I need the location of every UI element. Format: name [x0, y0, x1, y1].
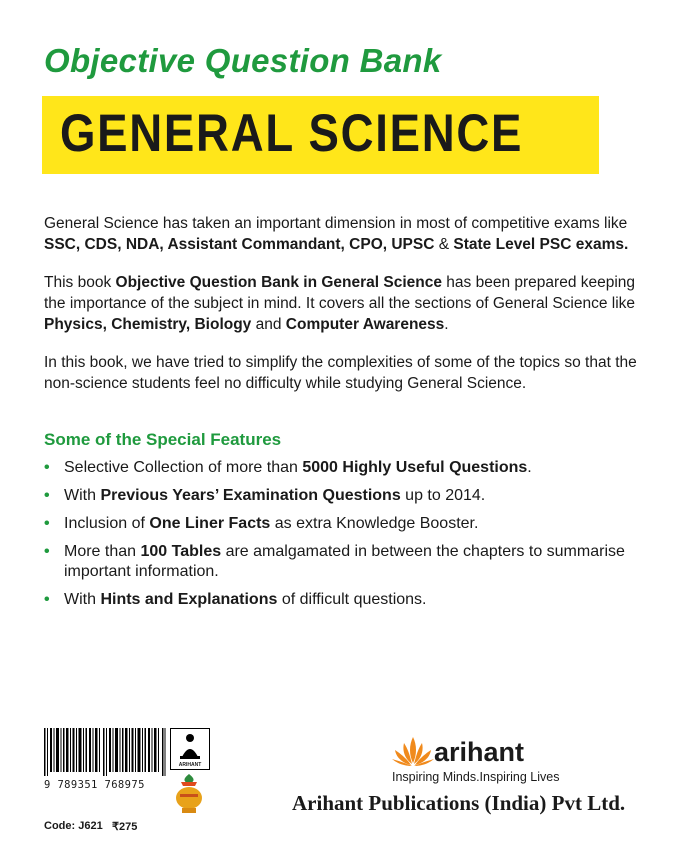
bullet-icon: •	[44, 543, 50, 560]
book-title: GENERAL SCIENCE	[60, 104, 524, 163]
features-list	[44, 458, 644, 618]
simplification-paragraph: In this book, we have tried to simplify the complexities of some of the topics so that the non-science students feel no difficulty while studying General Science.	[44, 354, 637, 392]
feature-item: • More than 100 Tables are amalgamated in between the chapters to summarise important information.	[44, 543, 625, 580]
book-code: Code: J621	[44, 820, 103, 832]
brand-name: arihant	[434, 737, 525, 767]
intro-paragraph: General Science has taken an important dimension in most of competitive exams like SSC, CDS, NDA, Assistant Commandant, CPO, UPSC & State Level PSC exams.	[44, 215, 629, 253]
book-price: ₹275	[112, 821, 138, 833]
meditating-figure-icon	[171, 729, 209, 761]
features-heading: Some of the Special Features	[44, 430, 282, 449]
brand-tagline: Inspiring Minds.Inspiring Lives	[392, 770, 560, 784]
bullet-icon: •	[44, 515, 50, 532]
feature-item: • With Previous Years’ Examination Questions up to 2014.	[44, 487, 486, 504]
bullet-icon: •	[44, 459, 50, 476]
lotus-logo-icon	[390, 735, 436, 769]
arihant-seal-logo: ARIHANT	[170, 728, 210, 770]
feature-item: • Selective Collection of more than 5000 Highly Useful Questions.	[44, 459, 532, 476]
bullet-icon: •	[44, 487, 50, 504]
barcode-icon	[44, 728, 166, 776]
kalash-icon	[170, 772, 208, 816]
book-description-paragraph: This book Objective Question Bank in General Science has been prepared keeping the importance of the subject in mind. It covers all the sections of General Science like Physics, Chemistry, Biology and Computer Awareness.	[44, 274, 636, 333]
feature-item: • Inclusion of One Liner Facts as extra Knowledge Booster.	[44, 515, 479, 532]
isbn-number: 9 789351 768975	[44, 779, 145, 791]
feature-item: • With Hints and Explanations of difficult questions.	[44, 591, 427, 608]
book-subtitle: Objective Question Bank	[44, 42, 442, 79]
publisher-name: Arihant Publications (India) Pvt Ltd.	[292, 791, 626, 815]
bullet-icon: •	[44, 591, 50, 608]
